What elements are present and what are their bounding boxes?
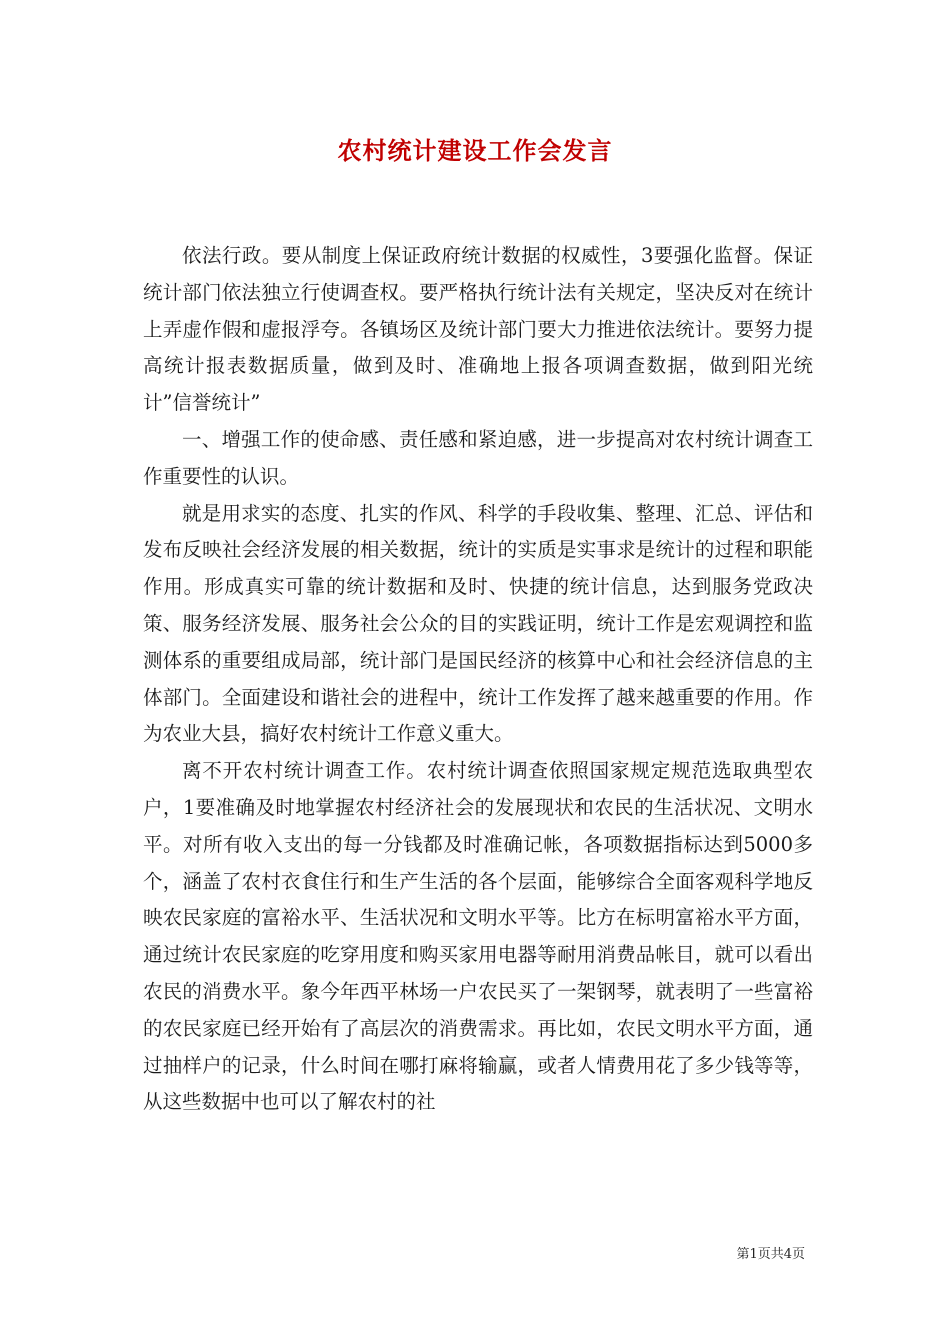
paragraph-1: 依法行政。要从制度上保证政府统计数据的权威性，3要强化监督。保证统计部门依法独立行使调查权。要严格执行统计法有关规定，坚决反对在统计上弄虚作假和虚报浮夸。各镇场区及统计部门要大力推进依法统计。要努力提高统计报表数据质量，做到及时、准确地上报各项调查数据，做到阳光统计”信誉统计” bbox=[143, 244, 813, 415]
paragraph-2: 一、增强工作的使命感、责任感和紧迫感，进一步提高对农村统计调查工作重要性的认识。 bbox=[143, 427, 813, 488]
paragraph-3: 就是用求实的态度、扎实的作风、科学的手段收集、整理、汇总、评估和发布反映社会经济发展的相关数据，统计的实质是实事求是统计的过程和职能作用。形成真实可靠的统计数据和及时、快捷的统计信息，达到服务党政决策、服务经济发展、服务社会公众的目的实践证明，统计工作是宏观调控和监测体系的重要组成局部，统计部门是国民经济的核算中心和社会经济信息的主体部门。全面建设和谐社会的进程中，统计工作发挥了越来越重要的作用。作为农业大县，搞好农村统计工作意义重大。 bbox=[143, 501, 813, 746]
paragraph-4: 离不开农村统计调查工作。农村统计调查依照国家规定规范选取典型农户，1要准确及时地掌握农村经济社会的发展现状和农民的生活状况、文明水平。对所有收入支出的每一分钱都及时准确记帐，各项数据指标达到5000多个，涵盖了农村衣食住行和生产生活的各个层面，能够综合全面客观科学地反映农民家庭的富裕水平、生活状况和文明水平等。比方在标明富裕水平方面，通过统计农民家庭的吃穿用度和购买家用电器等耐用消费品帐目，就可以看出农民的消费水平。象今年西平林场一户农民买了一架钢琴，就表明了一些富裕的农民家庭已经开始有了高层次的消费需求。再比如，农民文明水平方面，通过抽样户的记录，什么时间在哪打麻将输赢，或者人情费用花了多少钱等等，从这些数据中也可以了解农村的社 bbox=[143, 759, 813, 1114]
document-title: 农村统计建设工作会发言 bbox=[337, 136, 613, 165]
page-number-footer: 第1页共4页 bbox=[736, 1247, 805, 1262]
document-body bbox=[143, 238, 813, 1121]
